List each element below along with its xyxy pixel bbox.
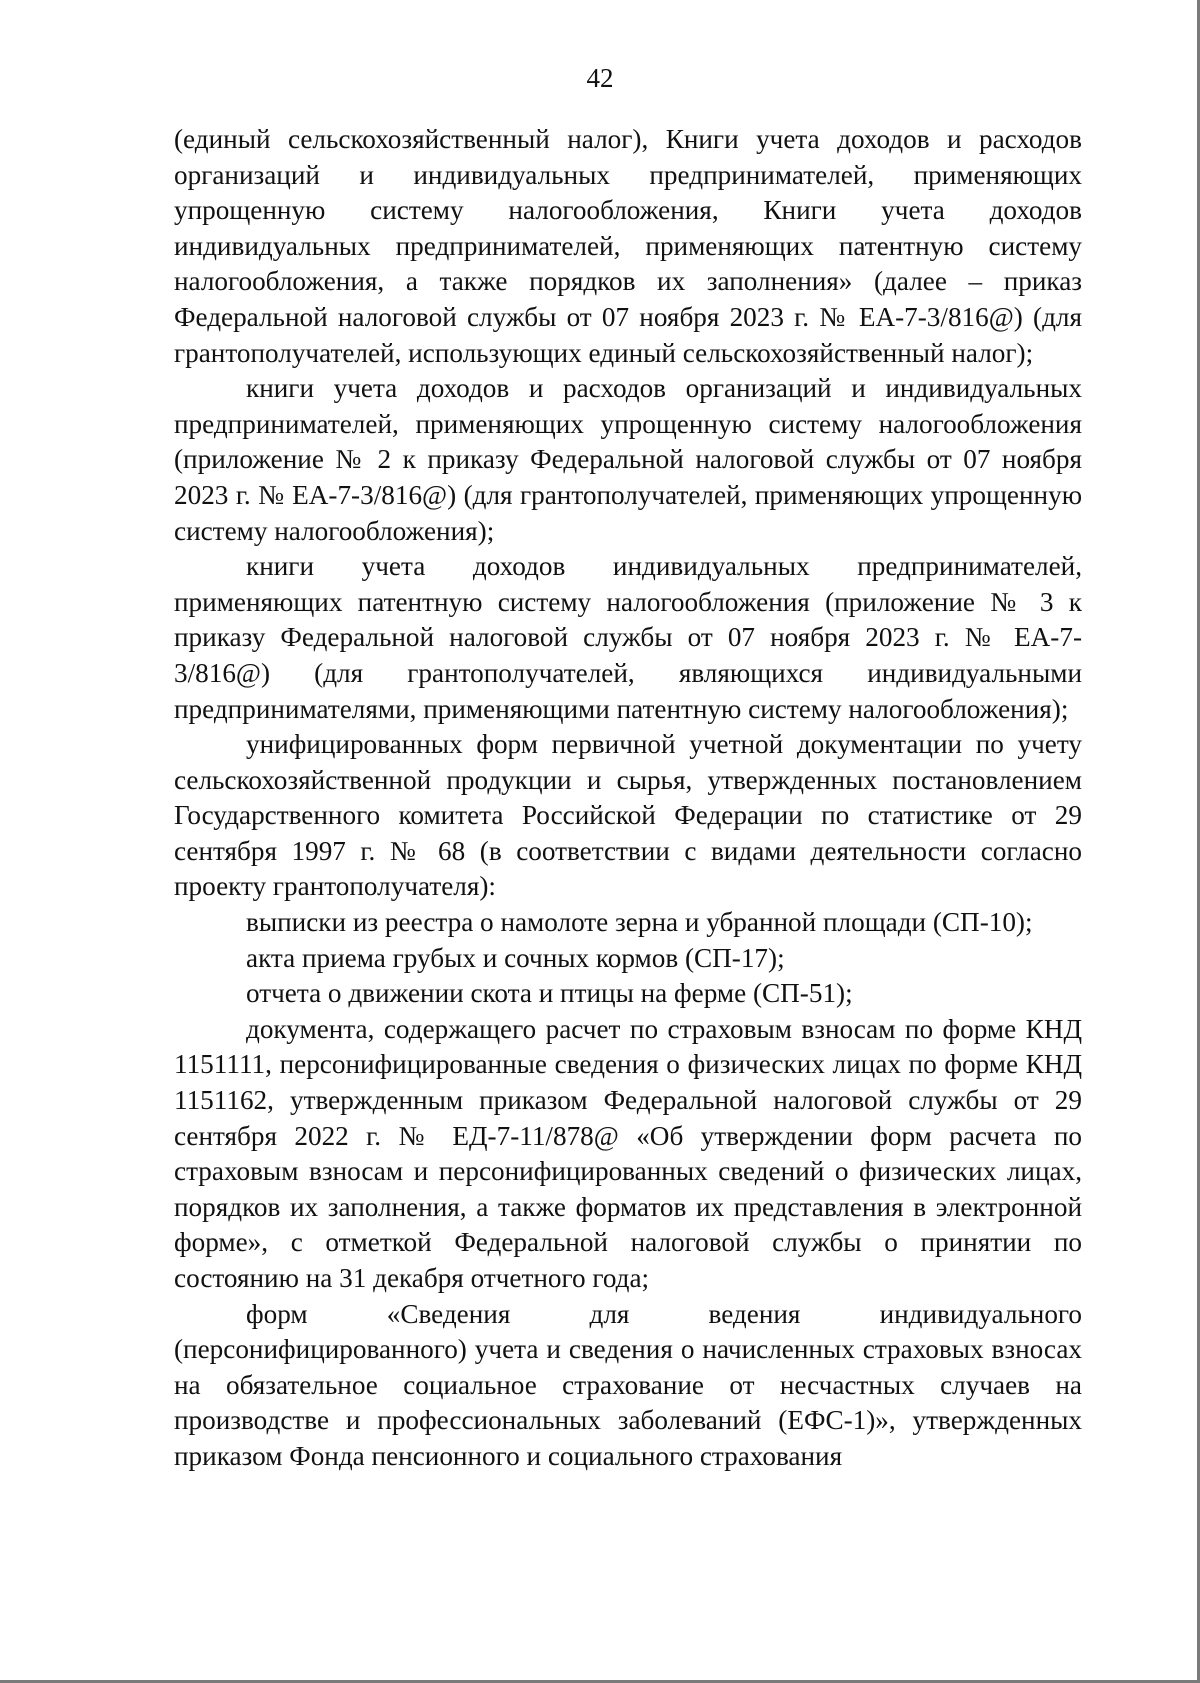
paragraph-4: унифицированных форм первичной учетной документации по учету сельскохозяйственной продукции и сырья, утвержденных постановлением Государственного комитета Российской Федерации по статистике от 29 сентября 1997 г. № 68 (в соответствии с видами деятельности согласно проекту грантополучателя): [174,729,1082,902]
paragraph-3: книги учета доходов индивидуальных предпринимателей, применяющих патентную систему налогообложения (приложение № 3 к приказу Федеральной налоговой службы от 07 ноября 2023 г. № ЕА-7-3/816@) (для грантополучателей, являющихся индивидуальными предпринимателями, применяющими патентную систему налогообложения); [174,551,1082,724]
paragraph-5: выписки из реестра о намолоте зерна и убранной площади (СП-10); [246,907,1033,938]
document-body [174,122,1082,1475]
paragraph-7: отчета о движении скота и птицы на ферме (СП-51); [246,978,853,1009]
paragraph-9: форм «Сведения для ведения индивидуального (персонифицированного) учета и сведения о начисленных страховых взносах на обязательное социальное страхование от несчастных случаев на производстве и профессиональных заболеваний (ЕФС-1)», утвержденных приказом Фонда пенсионного и социального страхования [174,1298,1082,1471]
paragraph-6: акта приема грубых и сочных кормов (СП-17); [246,942,785,973]
paragraph-1: (единый сельскохозяйственный налог), Книги учета доходов и расходов организаций и индивидуальных предпринимателей, применяющих упрощенную систему налогообложения, Книги учета доходов индивидуальных предпринимателей, применяющих патентную систему налогообложения, а также порядков их заполнения» (далее – приказ Федеральной налоговой службы от 07 ноября 2023 г. № ЕА-7-3/816@) (для грантополучателей, использующих единый сельскохозяйственный налог); [174,124,1082,368]
paragraph-2: книги учета доходов и расходов организаций и индивидуальных предпринимателей, применяющих упрощенную систему налогообложения (приложение № 2 к приказу Федеральной налоговой службы от 07 ноября 2023 г. № ЕА-7-3/816@) (для грантополучателей, применяющих упрощенную систему налогообложения); [174,373,1082,546]
paragraph-8: документа, содержащего расчет по страховым взносам по форме КНД 1151111, персонифицированные сведения о физических лицах по форме КНД 1151162, утвержденным приказом Федеральной налоговой службы от 29 сентября 2022 г. № ЕД-7-11/878@ «Об утверждении форм расчета по страховым взносам и персонифицированных сведений о физических лицах, порядков их заполнения, а также форматов их представления в электронной форме», с отметкой Федеральной налоговой службы о принятии по состоянию на 31 декабря отчетного года; [174,1013,1082,1293]
page-number: 42 [586,63,614,93]
